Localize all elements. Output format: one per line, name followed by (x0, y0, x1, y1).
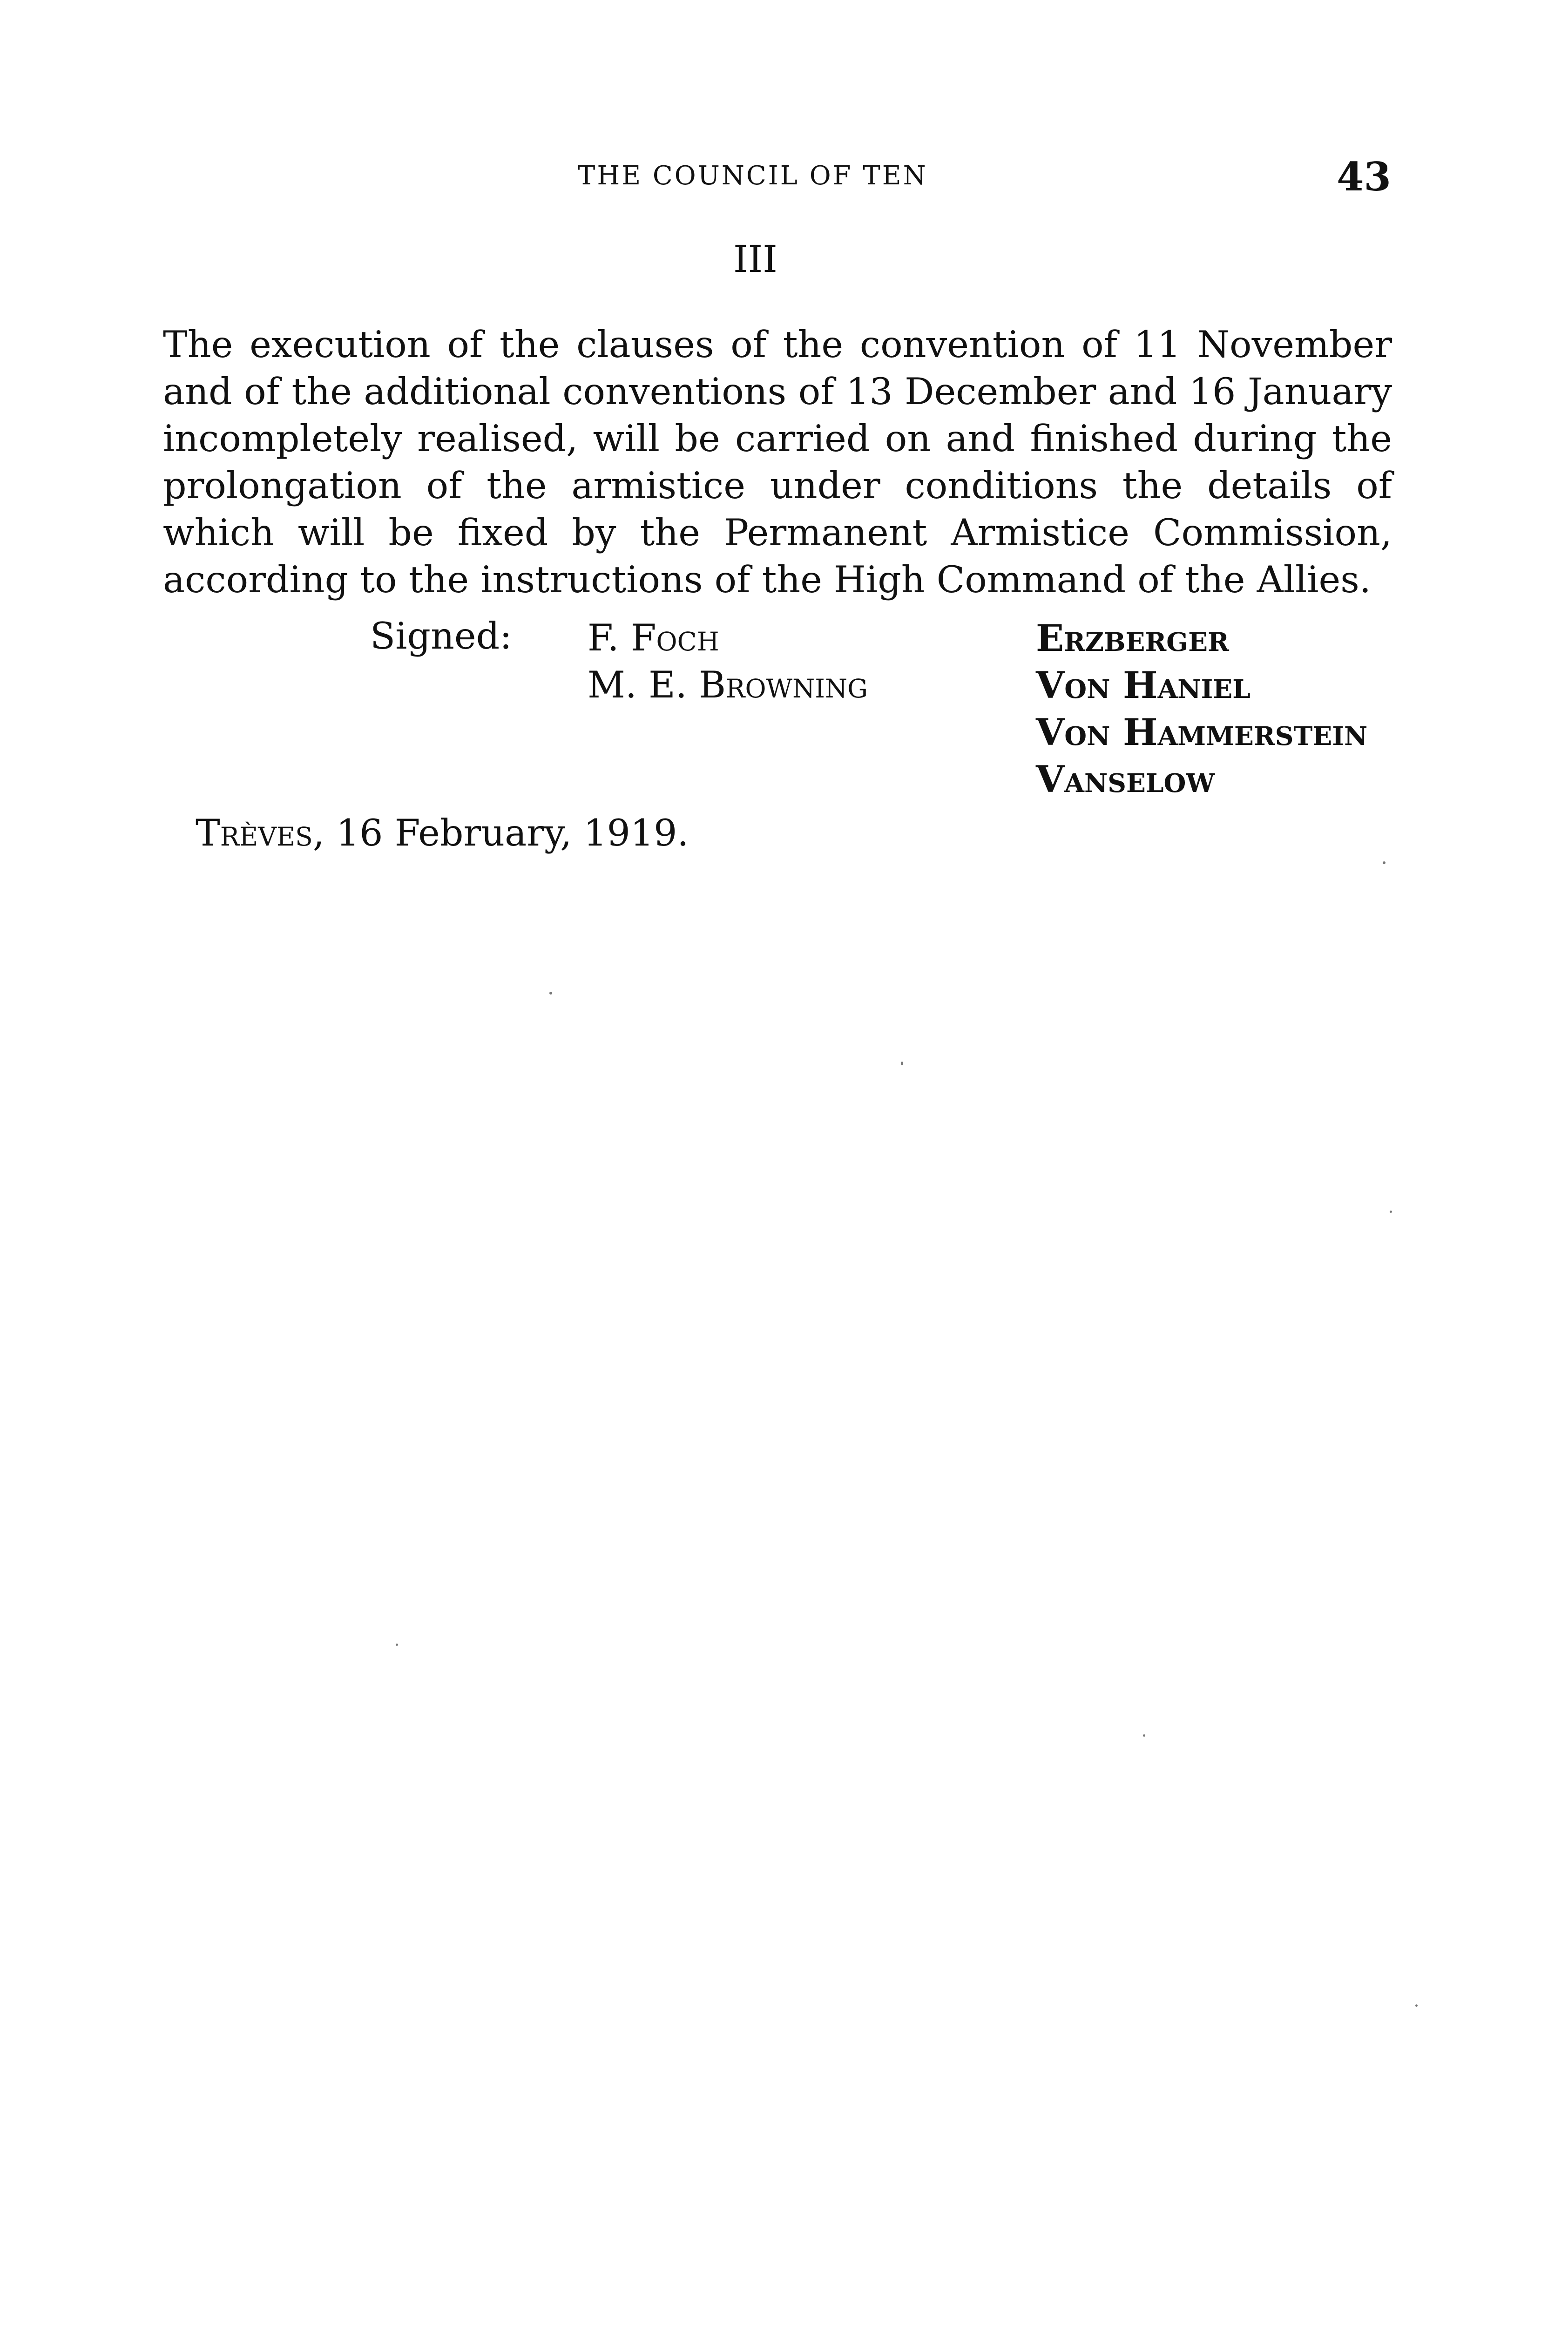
scan-speck (1143, 1734, 1145, 1737)
signed-label: Signed: (370, 615, 512, 657)
running-head: THE COUNCIL OF TEN (578, 161, 928, 191)
signatory-erzberger: Erzberger (1036, 616, 1229, 660)
signatory-vanselow: Vanselow (1036, 758, 1215, 801)
date: , 16 February, 1919. (312, 812, 689, 854)
place-date (196, 812, 689, 854)
body-paragraph: The execution of the clauses of the convention of 11 November and of the additional conventions of 13 December and 16 January incompletely realised, will be carried on and finished during the prolongation of the armistice under conditions the details of which will be fixed by the Permanent Armistice Commission, according to the instructions of the High Command of the Allies. (163, 323, 1392, 601)
signatory-hammerstein: Von Hammerstein (1036, 711, 1368, 754)
signatory-foch: F. Foch (588, 616, 719, 659)
signatory-browning: M. E. Browning (588, 663, 868, 706)
german-signatories (1036, 615, 1367, 803)
scan-speck (549, 992, 552, 995)
allied-signatories (588, 615, 868, 709)
scan-speck (1390, 1211, 1392, 1213)
page-number: 43 (1337, 154, 1391, 200)
place: Trèves (196, 812, 313, 854)
scan-speck (1383, 861, 1386, 864)
section-numeral: III (733, 237, 777, 281)
scan-speck (396, 1644, 398, 1646)
scan-speck (1415, 2004, 1418, 2007)
scan-speck (901, 1062, 903, 1065)
signatory-haniel: Von Haniel (1036, 663, 1250, 707)
